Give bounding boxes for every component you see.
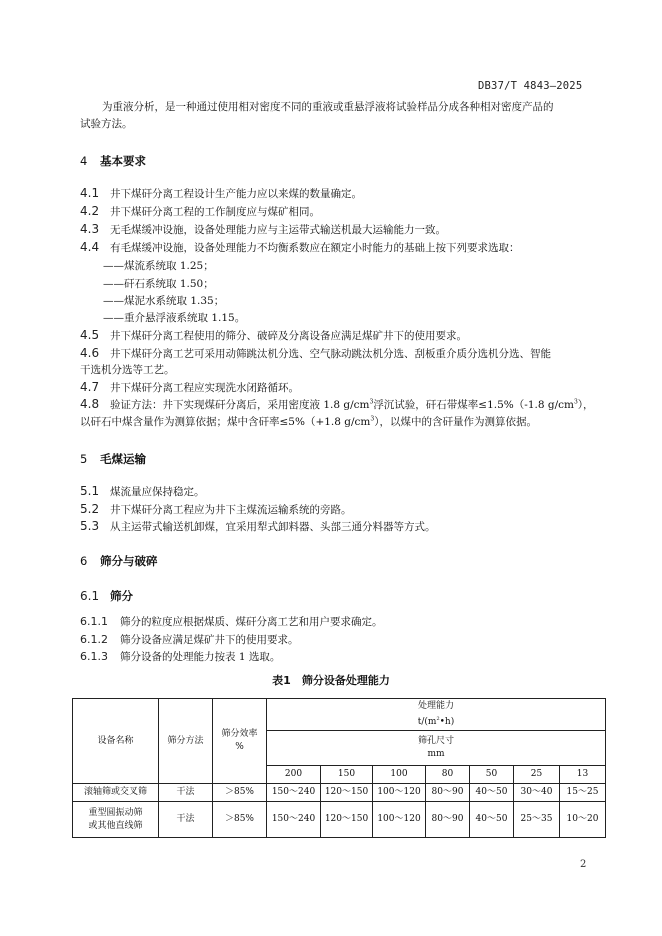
section-title: 筛分与破碎: [100, 554, 158, 568]
equipment-name-line-2: 或其他直线筛: [88, 820, 143, 831]
section-number: 5: [80, 452, 88, 466]
clause-6-1-3: [80, 649, 280, 664]
clause-5-3: [80, 519, 436, 534]
size-cell: 100: [373, 766, 426, 784]
capacity-cell: 80～90: [426, 784, 470, 802]
table-caption: 表1 筛分设备处理能力: [272, 674, 390, 687]
clause-text: 筛分设备的处理能力按表 1 选取。: [120, 651, 281, 663]
clause-text: 有毛煤缓冲设施，设备处理能力不均衡系数应在额定小时能力的基础上按下列要求选取：: [110, 242, 520, 254]
clause-text: 以矸石中煤含量作为测算依据；煤中含矸率≤5%（+1.8 g/cm: [80, 416, 371, 428]
clause-4-3: [80, 222, 446, 237]
clause-number: 4.7: [80, 380, 100, 394]
clause-text: 筛分的粒度应根据煤质、煤矸分离工艺和用户要求确定。: [120, 616, 383, 628]
header-hole-size: [267, 731, 606, 766]
size-cell: 13: [560, 766, 606, 784]
equipment-name: [73, 802, 159, 838]
table-row: [73, 802, 606, 838]
clause-6-1-2: [80, 632, 299, 647]
capacity-cell: 80～90: [426, 802, 470, 838]
capacity-cell: 100～120: [373, 802, 426, 838]
clause-text: 井下煤矸分离工程的工作制度应与煤矿相同。: [110, 206, 320, 218]
clause-4-6: [80, 346, 551, 361]
size-cell: 25: [514, 766, 560, 784]
superscript: 3: [370, 415, 375, 423]
clause-number: 4.1: [80, 186, 100, 200]
capacity-cell: 120～150: [321, 802, 373, 838]
clause-text: 井下煤矸分离工程应实现洗水闭路循环。: [110, 382, 299, 394]
capacity-cell: 10～20: [560, 802, 606, 838]
capacity-cell: 150～240: [267, 802, 321, 838]
section-6-heading: [80, 553, 158, 569]
table-row: [73, 784, 606, 802]
capacity-cell: 25～35: [514, 802, 560, 838]
capacity-cell: 15～25: [560, 784, 606, 802]
intro-line-2: 试验方法。: [80, 118, 133, 130]
header-efficiency-unit: %: [235, 742, 244, 752]
section-title: 毛煤运输: [100, 452, 146, 466]
subsection-6-1-heading: [80, 588, 133, 604]
clause-number: 6.1.3: [80, 650, 108, 663]
size-cell: 80: [426, 766, 470, 784]
clause-text: 无毛煤缓冲设施，设备处理能力应与主运带式输送机最大运输能力一致。: [110, 224, 446, 236]
header-capacity: [267, 699, 606, 731]
capacity-cell: 120～150: [321, 784, 373, 802]
capacity-cell: 40～50: [470, 784, 514, 802]
header-hole-size-unit: mm: [427, 749, 445, 759]
clause-text: 煤流量应保持稳定。: [110, 486, 205, 498]
clause-4-4: [80, 240, 520, 255]
size-cell: 200: [267, 766, 321, 784]
section-title: 基本要求: [100, 154, 146, 168]
clause-text: 浮沉试验，矸石带煤率≤1.5%（-1.8 g/cm: [373, 399, 574, 411]
clause-5-1: [80, 484, 205, 499]
intro-line-1: 为重液分析，是一种通过使用相对密度不同的重液或重悬浮液将试验样品分成各种相对密度产品的: [102, 101, 554, 113]
clause-text: 井下煤矸分离工程使用的筛分、破碎及分离设备应满足煤矿井下的使用要求。: [110, 330, 467, 342]
clause-text: 验证方法：井下实现煤矸分离后，采用密度液 1.8 g/cm: [110, 399, 370, 411]
list-item: ——煤流系统取 1.25；: [103, 260, 214, 272]
header-hole-size-label: 筛孔尺寸: [417, 736, 454, 746]
list-item: ——重介悬浮液系统取 1.15。: [103, 312, 246, 324]
clause-number: 6.1.2: [80, 633, 108, 646]
screening-capacity-table: [72, 698, 606, 838]
section-number: 6: [80, 554, 88, 568]
clause-number: 4.8: [80, 397, 100, 411]
clause-text: 井下煤矸分离工程应为井下主煤流运输系统的旁路。: [110, 504, 352, 516]
capacity-cell: 40～50: [470, 802, 514, 838]
efficiency-cell: ＞85%: [213, 802, 267, 838]
header-method: 筛分方法: [159, 699, 213, 784]
superscript: 3: [369, 398, 374, 406]
clause-4-5: [80, 328, 467, 343]
document-code: DB37/T 4843—2025: [478, 80, 583, 92]
method-cell: 干法: [159, 784, 213, 802]
clause-4-7: [80, 380, 299, 395]
table-header-row: [73, 699, 606, 731]
capacity-cell: 100～120: [373, 784, 426, 802]
clause-number: 4.2: [80, 204, 100, 218]
capacity-cell: 150～240: [267, 784, 321, 802]
equipment-name-line-1: 重型圆振动筛: [88, 807, 143, 818]
clause-4-1: [80, 186, 362, 201]
clause-4-8: [80, 397, 594, 412]
clause-text: 从主运带式输送机卸煤，宜采用犁式卸料器、头部三通分料器等方式。: [110, 521, 436, 533]
page-number: 2: [580, 859, 587, 870]
capacity-cell: 30～40: [514, 784, 560, 802]
superscript: 3: [573, 398, 578, 406]
equipment-name: 滚轴筛或交叉筛: [73, 784, 159, 802]
clause-4-6-continued: 干选机分选等工艺。: [80, 364, 175, 376]
clause-number: 4.6: [80, 346, 100, 360]
list-item: ——矸石系统取 1.50；: [103, 278, 214, 290]
size-cell: 150: [321, 766, 373, 784]
clause-5-2: [80, 502, 352, 517]
clause-text: ），以煤中的含矸量作为测算依据。: [374, 416, 537, 428]
header-efficiency-label: 筛分效率: [221, 729, 258, 739]
clause-number: 5.2: [80, 502, 100, 516]
clause-number: 5.1: [80, 484, 100, 498]
size-cell: 50: [470, 766, 514, 784]
section-number: 6.1: [80, 589, 100, 603]
section-title: 筛分: [110, 589, 133, 603]
clause-6-1-1: [80, 614, 383, 629]
clause-4-8-continued: [80, 414, 537, 429]
section-number: 4: [80, 154, 88, 168]
clause-text: 井下煤矸分离工程设计生产能力应以来煤的数量确定。: [110, 188, 362, 200]
header-capacity-label: 处理能力: [417, 701, 454, 711]
section-5-heading: [80, 451, 146, 467]
clause-text: 井下煤矸分离工艺可采用动筛跳汰机分选、空气脉动跳汰机分选、刮板重介质分选机分选、智能: [110, 348, 551, 360]
clause-number: 5.3: [80, 519, 100, 533]
clause-number: 4.3: [80, 222, 100, 236]
section-4-heading: [80, 153, 146, 169]
clause-number: 4.4: [80, 240, 100, 254]
method-cell: 干法: [159, 802, 213, 838]
header-capacity-unit: $t/(m^2•h)$: [417, 716, 455, 727]
efficiency-cell: ＞85%: [213, 784, 267, 802]
list-item: ——煤泥水系统取 1.35；: [103, 295, 225, 307]
clause-4-2: [80, 204, 320, 219]
header-equipment-name: 设备名称: [73, 699, 159, 784]
clause-text: ），: [577, 399, 594, 411]
clause-number: 6.1.1: [80, 615, 108, 628]
clause-number: 4.5: [80, 328, 100, 342]
header-efficiency: [213, 699, 267, 784]
clause-text: 筛分设备应满足煤矿井下的使用要求。: [120, 634, 299, 646]
